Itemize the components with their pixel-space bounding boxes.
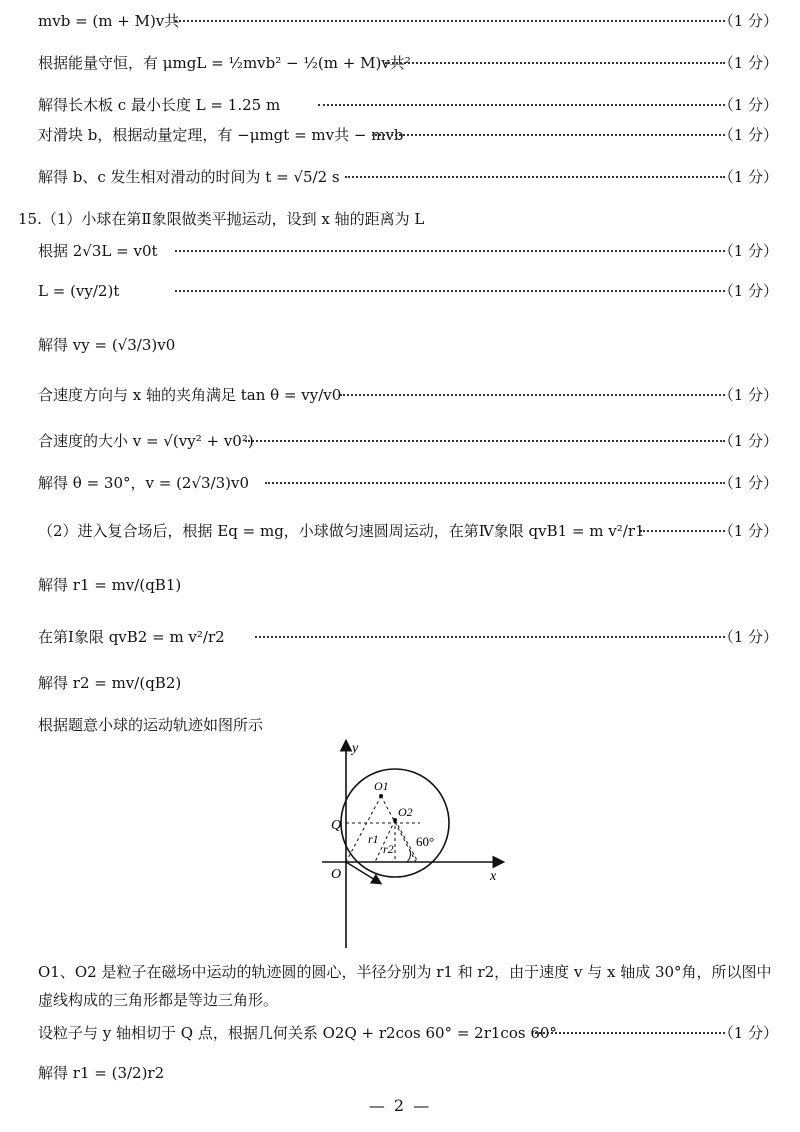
q-label: Q [331,818,342,833]
equation-text: 在第Ⅰ象限 qvB2 = m v²/r2 [38,628,225,646]
score-label: （1 分） [718,242,778,260]
r2-label: r2 [383,842,394,856]
score-label: （1 分） [718,628,778,646]
o1-label: O1 [374,779,389,793]
equation-text: 解得 r1 = (3/2)r2 [38,1064,165,1082]
explanation-paragraph: O1、O2 是粒子在磁场中运动的轨迹圆的圆心，半径分别为 r1 和 r2，由于速度 v 与 x 轴成 30°角，所以图中虚线构成的三角形都是等边三角形。 [38,963,772,1009]
solution-line [0,1062,800,1092]
equation-text: 对滑块 b，根据动量定理，有 −μmgt = mv共 − mvb [38,126,404,144]
o2-label: O2 [398,805,413,819]
angle-arc [407,850,411,862]
equation-text: 解得长木板 c 最小长度 L = 1.25 m [38,96,281,114]
y-axis-label: y [352,741,359,756]
equation-text: 15.（1）小球在第Ⅱ象限做类平抛运动，设到 x 轴的距离为 L [18,210,425,228]
score-label: （1 分） [718,126,778,144]
score-label: （1 分） [718,1024,778,1042]
equation-text: 解得 r2 = mv/(qB2) [38,674,182,692]
equation-text: 根据能量守恒，有 μmgL = ½mvb² − ½(m + M)v共² [38,54,411,72]
equation-text: 合速度方向与 x 轴的夹角满足 tan θ = vy/v0 [38,386,342,404]
origin-label: O [331,867,342,882]
solution-line [0,1022,800,1052]
equation-text: L = (vy/2)t [38,282,120,300]
angle-label: 60° [416,834,435,849]
equation-text: 解得 r1 = mv/(qB1) [38,576,182,594]
score-label: （1 分） [718,522,778,540]
equation-text: （2）进入复合场后，根据 Eq = mg，小球做匀速圆周运动，在第Ⅳ象限 qvB1 = m v²/r1 [38,522,645,540]
score-label: （1 分） [718,282,778,300]
score-label: （1 分） [718,96,778,114]
x-axis-label: x [490,869,497,884]
score-label: （1 分） [718,12,778,30]
equation-text: 解得 b、c 发生相对滑动的时间为 t = √5/2 s [38,168,340,186]
equation-text: 解得 θ = 30°，v = (2√3/3)v0 [38,474,250,492]
score-label: （1 分） [718,474,778,492]
r1-label: r1 [368,832,379,846]
score-label: （1 分） [718,54,778,72]
center-o1-point [379,794,383,798]
score-label: （1 分） [718,168,778,186]
equation-text: 合速度的大小 v = √(vy² + v0²) [38,432,254,450]
score-label: （1 分） [718,432,778,450]
equation-text: 设粒子与 y 轴相切于 Q 点，根据几何关系 O2Q + r2cos 60° = 2r1cos 60° [38,1024,557,1042]
page-number: — 2 — [368,1096,432,1115]
equation-text: mvb = (m + M)v共 [38,12,180,30]
equation-text: 解得 vy = (√3/3)v0 [38,336,176,354]
equation-text: 根据 2√3L = v0t [38,242,158,260]
dot-leader [535,1032,725,1034]
equation-text: 根据题意小球的运动轨迹如图所示 [38,716,264,734]
score-label: （1 分） [718,386,778,404]
center-o2-point [393,818,397,822]
